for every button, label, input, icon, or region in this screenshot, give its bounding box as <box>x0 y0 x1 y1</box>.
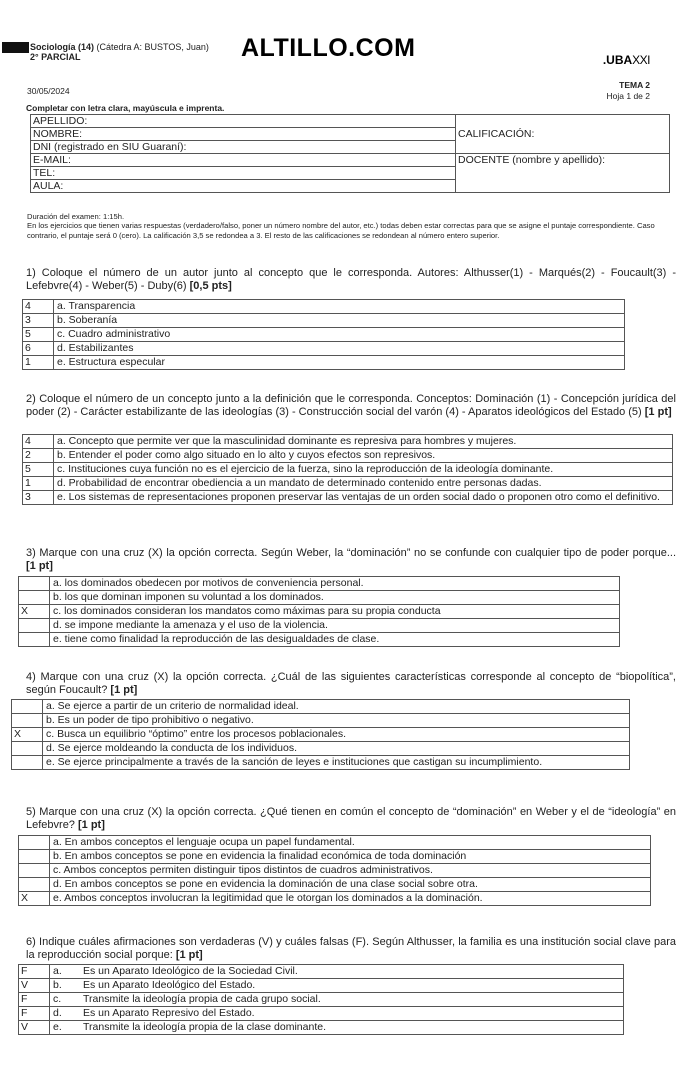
answer-row <box>19 619 620 633</box>
answer-mark-cell[interactable] <box>12 756 43 770</box>
watermark-logo: ALTILLO.COM <box>241 34 416 62</box>
question-3-text: 3) Marque con una cruz (X) la opción correcta. Según Weber, la “dominación” no se confunde con cualquier tipo de poder porque... <box>26 547 676 559</box>
answer-row <box>23 356 625 370</box>
answer-mark-cell[interactable]: 1 <box>23 477 54 491</box>
answer-text: b. los que dominan imponen su voluntad a los dominados. <box>50 591 620 605</box>
answer-row <box>19 1021 624 1035</box>
answer-text: Transmite la ideología propia de cada grupo social. <box>80 993 624 1007</box>
answer-text: d. En ambos conceptos se pone en evidencia la dominación de una clase social sobre otra. <box>50 878 651 892</box>
answer-text: Es un Aparato Represivo del Estado. <box>80 1007 624 1021</box>
exam-name: 2° PARCIAL <box>30 52 81 62</box>
answer-row <box>19 878 651 892</box>
tema-block <box>607 80 650 102</box>
question-3 <box>26 547 676 573</box>
answer-row <box>12 714 630 728</box>
question-5-table <box>18 835 651 906</box>
exam-notes <box>27 212 667 240</box>
answer-row <box>23 342 625 356</box>
answer-mark-cell[interactable]: X <box>19 892 50 906</box>
answer-text: Transmite la ideología propia de la clase dominante. <box>80 1021 624 1035</box>
question-5-points: [1 pt] <box>78 819 105 832</box>
redaction-block <box>2 42 29 53</box>
answer-row <box>19 577 620 591</box>
question-2-points: [1 pt] <box>644 406 672 419</box>
answer-row <box>23 477 673 491</box>
question-4 <box>26 671 676 697</box>
answer-mark-cell[interactable]: 3 <box>23 491 54 505</box>
answer-mark-cell[interactable] <box>19 878 50 892</box>
uba-logo-xxi: XXI <box>632 53 650 67</box>
answer-mark-cell[interactable]: 5 <box>23 328 54 342</box>
calificacion-field[interactable]: CALIFICACIÓN: <box>456 115 670 154</box>
question-2 <box>26 393 676 419</box>
answer-text: e. Los sistemas de representaciones proponen preservar las ventajas de un orden social dado o proponen otro como el definitivo. <box>54 491 673 505</box>
answer-mark-cell[interactable] <box>19 850 50 864</box>
question-2-text: 2) Coloque el número de un concepto junto a la definición que le corresponda. Conceptos: Dominación (1) - Concepción jurídica del poder (2) - Carácter estabilizante de las ideologías (3) - Construcción social del varón (4) - Aparatos ideológicos del Estado (5) <box>26 393 676 419</box>
answer-mark-cell[interactable] <box>19 864 50 878</box>
answer-row <box>23 463 673 477</box>
answer-text: b. Entender el poder como algo situado en lo alto y cuyos efectos son represivos. <box>54 449 673 463</box>
aula-field[interactable]: AULA: <box>31 180 456 193</box>
answer-text: c. Cuadro administrativo <box>54 328 625 342</box>
answer-mark-cell[interactable]: X <box>12 728 43 742</box>
answer-text: e. Se ejerce principalmente a través de la sanción de leyes e instituciones que castigan su incumplimiento. <box>43 756 630 770</box>
answer-text: a. Se ejerce a partir de un criterio de normalidad ideal. <box>43 700 630 714</box>
answer-text: e. Ambos conceptos involucran la legitimidad que le otorgan los dominados a la dominación. <box>50 892 651 906</box>
page-indicator: Hoja 1 de 2 <box>606 91 650 101</box>
answer-row <box>23 328 625 342</box>
answer-text: a. Transparencia <box>54 300 625 314</box>
dni-field[interactable]: DNI (registrado en SIU Guaraní): <box>31 141 456 154</box>
answer-letter: b. <box>50 979 81 993</box>
answer-mark-cell[interactable]: V <box>19 1021 50 1035</box>
answer-row <box>12 728 630 742</box>
answer-mark-cell[interactable] <box>19 619 50 633</box>
email-field[interactable]: E-MAIL: <box>31 154 456 167</box>
answer-mark-cell[interactable]: 4 <box>23 300 54 314</box>
question-1 <box>26 267 676 293</box>
student-form <box>30 114 670 193</box>
answer-text: b. Soberanía <box>54 314 625 328</box>
answer-text: a. Concepto que permite ver que la masculinidad dominante es represiva para hombres y mujeres. <box>54 435 673 449</box>
question-2-table <box>22 434 673 505</box>
nombre-field[interactable]: NOMBRE: <box>31 128 456 141</box>
answer-row <box>19 850 651 864</box>
answer-row <box>19 633 620 647</box>
course-chair: (Cátedra A: BUSTOS, Juan) <box>96 42 209 52</box>
answer-row <box>12 700 630 714</box>
answer-letter: a. <box>50 965 81 979</box>
answer-row <box>23 300 625 314</box>
answer-text: a. los dominados obedecen por motivos de conveniencia personal. <box>50 577 620 591</box>
answer-mark-cell[interactable] <box>19 591 50 605</box>
answer-letter: c. <box>50 993 81 1007</box>
uba-logo <box>603 53 650 67</box>
question-4-points: [1 pt] <box>110 684 138 697</box>
apellido-field[interactable]: APELLIDO: <box>31 115 456 128</box>
form-instruction: Completar con letra clara, mayúscula e imprenta. <box>26 103 225 113</box>
answer-mark-cell[interactable] <box>19 836 50 850</box>
question-5-text: 5) Marque con una cruz (X) la opción correcta. ¿Qué tienen en común el concepto de “dominación” en Weber y el de “ideología” en Lefebvre? <box>26 806 676 832</box>
docente-field[interactable]: DOCENTE (nombre y apellido): <box>456 154 670 193</box>
answer-mark-cell[interactable]: 2 <box>23 449 54 463</box>
exam-duration: Duración del examen: 1:15h. <box>27 212 125 221</box>
question-4-table <box>11 699 630 770</box>
answer-mark-cell[interactable]: 1 <box>23 356 54 370</box>
answer-mark-cell[interactable] <box>19 633 50 647</box>
question-3-points: [1 pt] <box>26 560 53 573</box>
answer-row <box>19 892 651 906</box>
answer-text: Es un Aparato Ideológico de la Sociedad Civil. <box>80 965 624 979</box>
answer-text: c. los dominados consideran los mandatos como máximas para su propia conducta <box>50 605 620 619</box>
uba-logo-text: .UBA <box>602 53 633 67</box>
answer-mark-cell[interactable] <box>12 700 43 714</box>
answer-mark-cell[interactable] <box>12 742 43 756</box>
answer-row <box>19 605 620 619</box>
answer-text: c. Ambos conceptos permiten distinguir tipos distintos de cuadros administrativos. <box>50 864 651 878</box>
answer-mark-cell[interactable]: 4 <box>23 435 54 449</box>
answer-mark-cell[interactable]: 5 <box>23 463 54 477</box>
question-6-text: 6) Indique cuáles afirmaciones son verdaderas (V) y cuáles falsas (F). Según Althusser, la familia es una institución social clave para la reproducción social porque: <box>26 936 676 962</box>
answer-text: e. tiene como finalidad la reproducción de las desigualdades de clase. <box>50 633 620 647</box>
question-6 <box>26 936 676 962</box>
answer-mark-cell[interactable]: F <box>19 993 50 1007</box>
answer-row <box>12 742 630 756</box>
answer-text: e. Estructura especular <box>54 356 625 370</box>
answer-row <box>23 435 673 449</box>
answer-text: b. En ambos conceptos se pone en evidencia la finalidad económica de toda dominación <box>50 850 651 864</box>
exam-rules: En los ejercicios que tienen varias respuestas (verdadero/falso, poner un número nombre del autor, etc.) todas deben estar correctas para que se asigne el puntaje correspondiente. Caso contrario, el puntaje será 0 (cero). La calificación 3,5 se redondea a 3. El resto de las calificaciones se redondean al número entero superior. <box>27 221 655 240</box>
answer-text: a. En ambos conceptos el lenguaje ocupa un papel fundamental. <box>50 836 651 850</box>
answer-row <box>23 491 673 505</box>
answer-row <box>19 979 624 993</box>
question-1-table <box>22 299 625 370</box>
answer-row <box>19 864 651 878</box>
answer-row <box>19 836 651 850</box>
answer-text: c. Instituciones cuya función no es el ejercicio de la fuerza, sino la reproducción de la ideología dominante. <box>54 463 673 477</box>
question-6-points: [1 pt] <box>175 949 203 962</box>
answer-text: b. Es un poder de tipo prohibitivo o negativo. <box>43 714 630 728</box>
answer-text: d. Se ejerce moldeando la conducta de los individuos. <box>43 742 630 756</box>
answer-mark-cell[interactable]: F <box>19 965 50 979</box>
answer-row <box>12 756 630 770</box>
course-header <box>30 42 209 62</box>
answer-mark-cell[interactable] <box>12 714 43 728</box>
exam-date: 30/05/2024 <box>27 86 70 96</box>
answer-mark-cell[interactable]: 6 <box>23 342 54 356</box>
tel-field[interactable]: TEL: <box>31 167 456 180</box>
answer-mark-cell[interactable]: V <box>19 979 50 993</box>
answer-text: d. se impone mediante la amenaza y el uso de la violencia. <box>50 619 620 633</box>
answer-letter: d. <box>50 1007 81 1021</box>
course-name: Sociología (14) <box>30 42 95 52</box>
answer-row <box>19 591 620 605</box>
question-5 <box>26 806 676 832</box>
question-3-table <box>18 576 620 647</box>
question-1-text: 1) Coloque el número de un autor junto al concepto que le corresponda. Autores: Althusser(1) - Marqués(2) - Foucault(3) - Lefebvre(4) - Weber(5) - Duby(6) <box>26 267 676 293</box>
answer-row <box>23 314 625 328</box>
answer-mark-cell[interactable]: X <box>19 605 50 619</box>
answer-row <box>19 993 624 1007</box>
answer-row <box>19 965 624 979</box>
answer-mark-cell[interactable] <box>19 577 50 591</box>
answer-text: Es un Aparato Ideológico del Estado. <box>80 979 624 993</box>
answer-mark-cell[interactable]: 3 <box>23 314 54 328</box>
answer-row <box>19 1007 624 1021</box>
question-1-points: [0,5 pts] <box>189 280 232 293</box>
question-6-table <box>18 964 624 1035</box>
answer-text: c. Busca un equilibrio “óptimo” entre los procesos poblacionales. <box>43 728 630 742</box>
question-4-text: 4) Marque con una cruz (X) la opción correcta. ¿Cuál de las siguientes características corresponde al concepto de “biopolítica”, según Foucault? <box>26 671 676 697</box>
answer-row <box>23 449 673 463</box>
answer-mark-cell[interactable]: F <box>19 1007 50 1021</box>
answer-text: d. Probabilidad de encontrar obediencia a un mandato de determinado contenido entre personas dadas. <box>54 477 673 491</box>
answer-text: d. Estabilizantes <box>54 342 625 356</box>
tema-label: TEMA 2 <box>619 80 650 90</box>
answer-letter: e. <box>50 1021 81 1035</box>
